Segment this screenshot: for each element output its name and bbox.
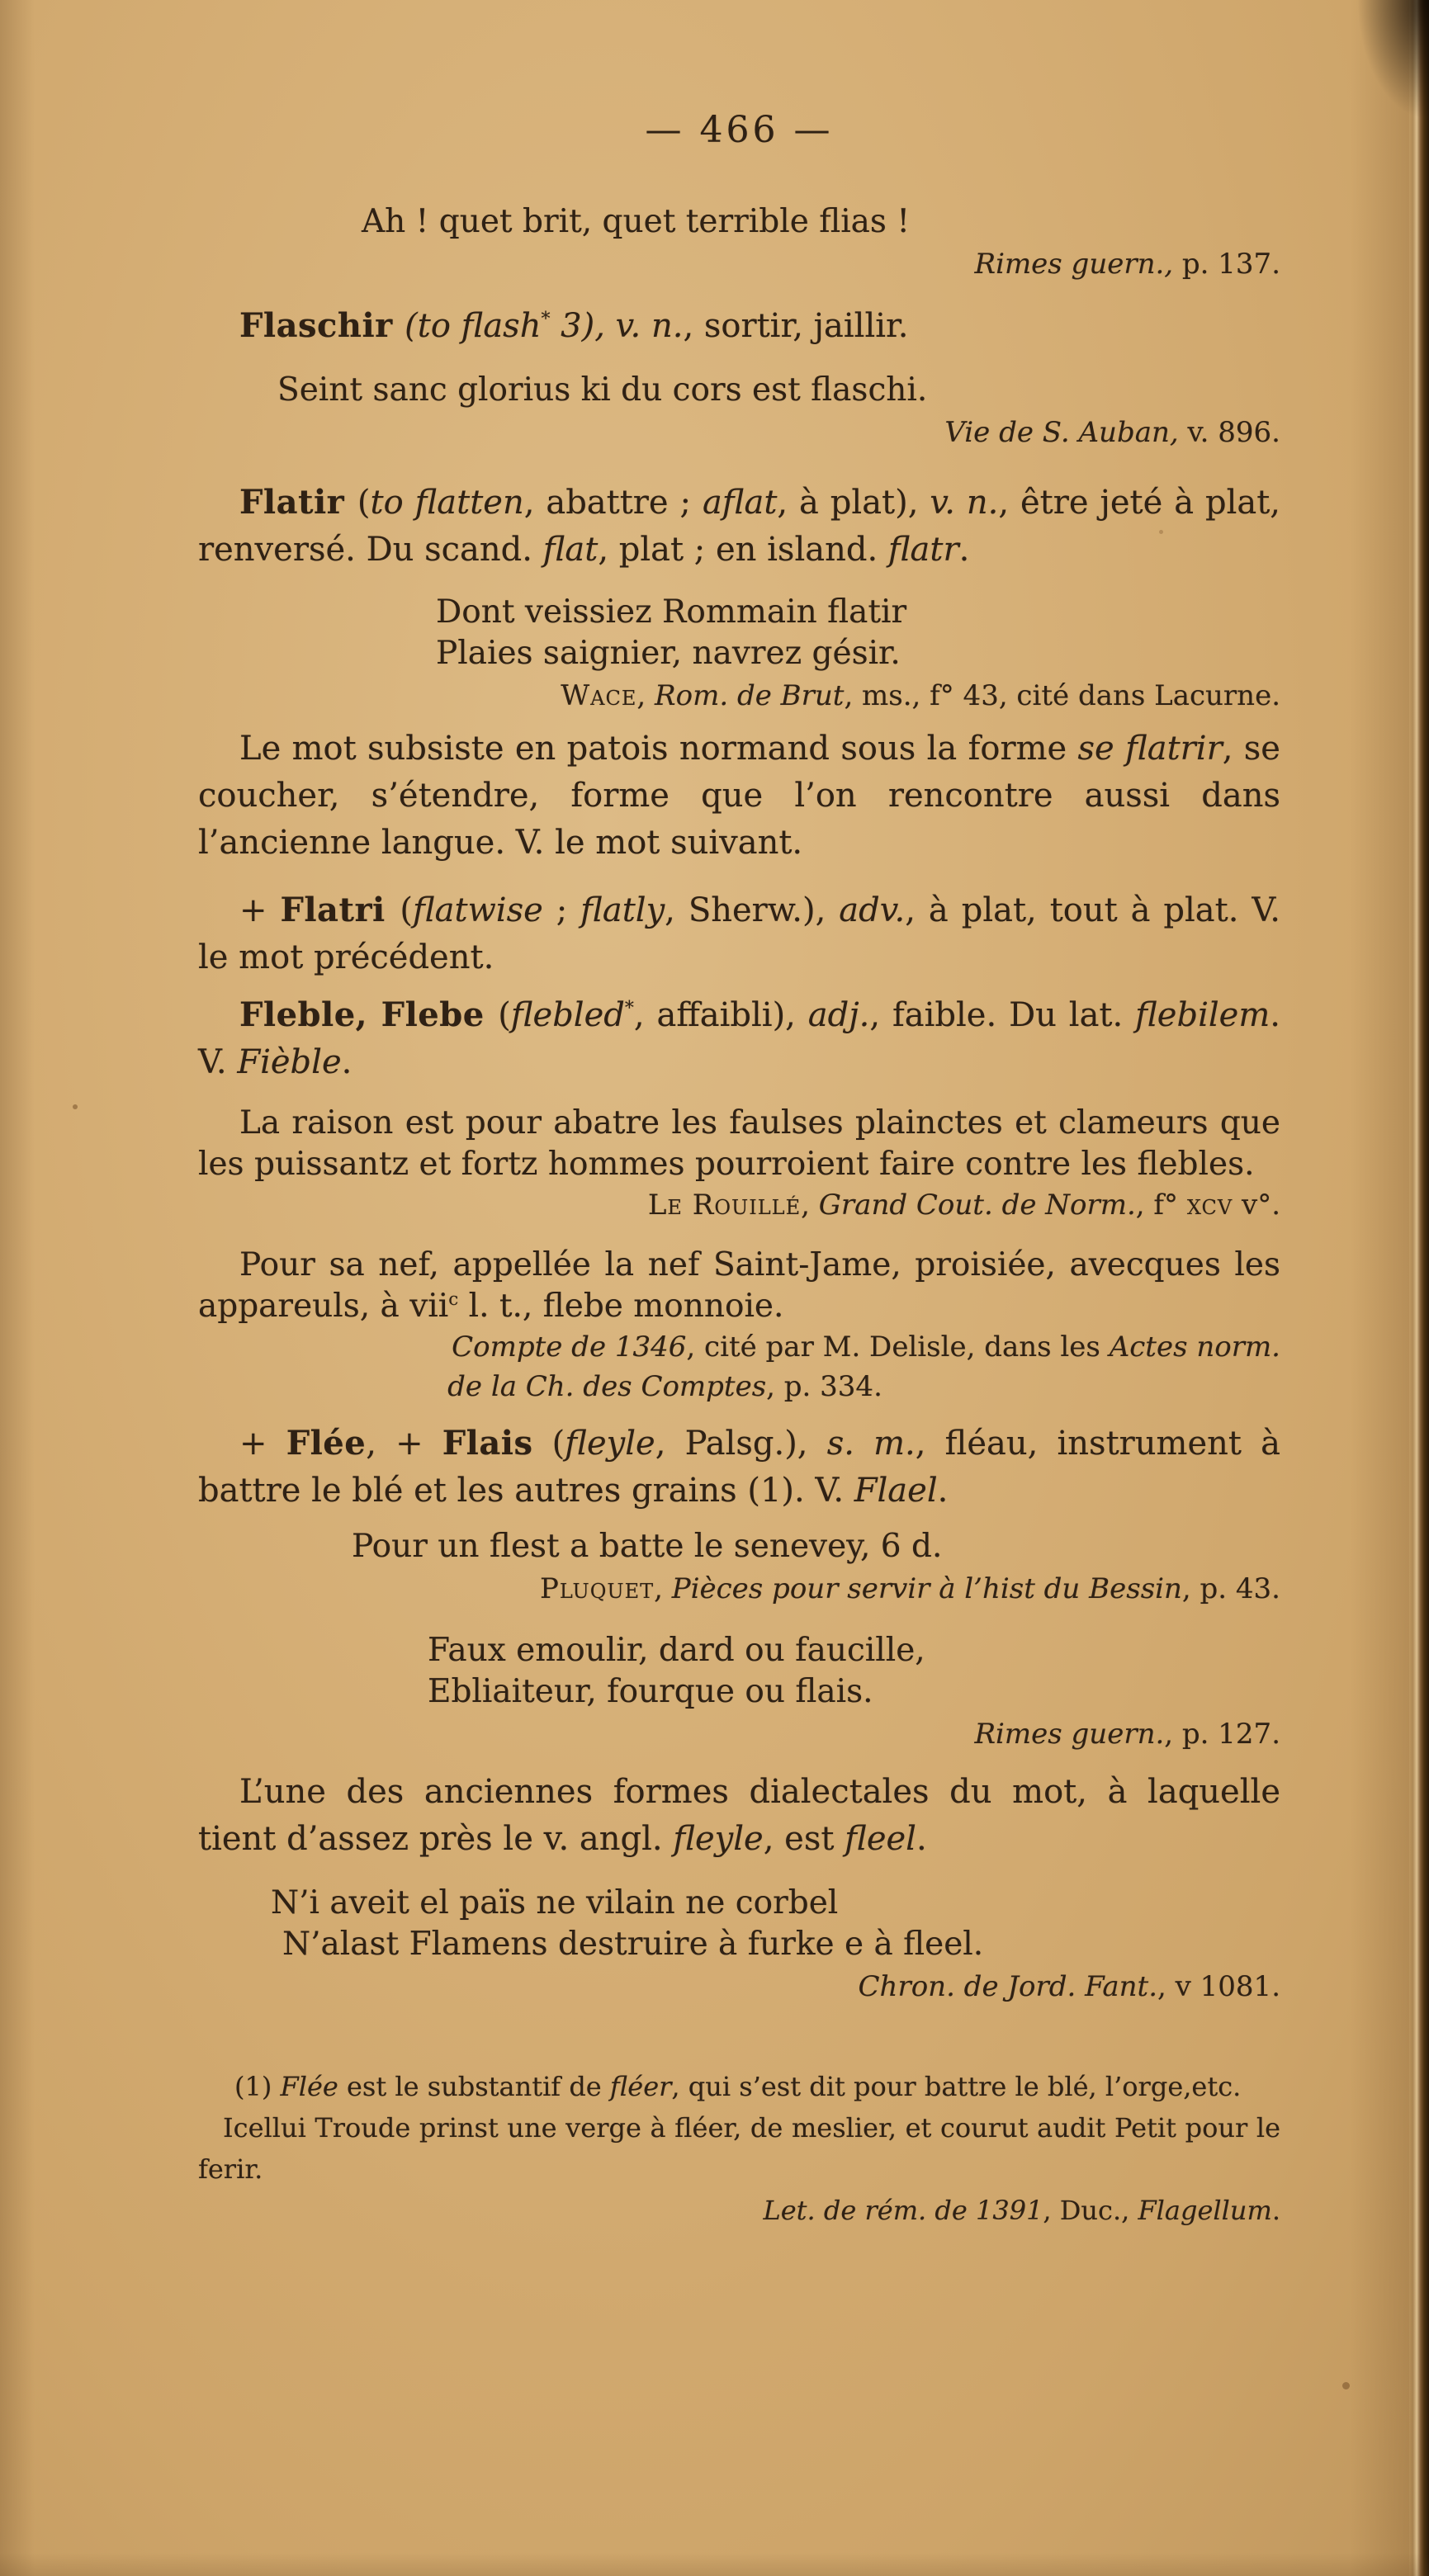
text: , p. 334. — [766, 1370, 882, 1403]
grammar-label: adj. — [807, 996, 870, 1034]
text: . — [341, 1043, 353, 1081]
text: ( — [498, 996, 511, 1034]
italic-text: flat — [542, 531, 599, 569]
footnote-block — [198, 2066, 1280, 2231]
italic-text: fléer — [609, 2071, 672, 2102]
text: , fléau, instrument à battre le blé et les autres grains (1). V. — [198, 1425, 1280, 1510]
citation-wace — [198, 676, 1280, 716]
prose-quote-pour-sa-nef — [198, 1245, 1280, 1327]
dictionary-entry-flatir — [198, 479, 1280, 574]
text: , p. 127. — [1164, 1718, 1280, 1751]
text: est le substantif de — [338, 2071, 610, 2102]
roman-numeral: xcv — [1186, 1189, 1233, 1222]
text: Le mot subsiste en patois normand sous la forme — [239, 730, 1078, 768]
text: N’i aveit el païs ne vilain ne corbel — [271, 1884, 839, 1921]
citation-ch-des-comptes — [198, 1367, 1280, 1406]
text: , à plat), — [777, 484, 930, 522]
italic-text: fleyle — [673, 1820, 764, 1858]
text: , abattre ; — [523, 484, 703, 522]
text: . V. — [198, 996, 1280, 1081]
text: Seint sanc glorius ki du cors est flaschi. — [277, 371, 928, 409]
verse-quote-pour-un-flest — [352, 1526, 1280, 1567]
text: Pour un flest a batte le senevey, 6 d. — [352, 1528, 943, 1565]
grammar-label: v. n. — [615, 307, 684, 345]
text: Dont veissiez Rommain flatir — [436, 593, 907, 631]
scan-corner-shadow — [1355, 0, 1429, 124]
text: ; — [542, 891, 581, 929]
footnote-marker: (1) — [234, 2071, 281, 2102]
paper-speck — [1159, 530, 1163, 534]
text: Pour sa nef, appellée la nef Saint-Jame, proisiée, avecques les appareuls, à vii — [198, 1246, 1280, 1325]
verse-quote-dont — [436, 592, 1280, 674]
text: l. t., flebe monnoie. — [458, 1288, 784, 1325]
italic-text: 3), — [550, 307, 616, 345]
work-title: Rom. de Brut — [655, 679, 845, 712]
work-title: Vie de S. Auban, — [944, 416, 1179, 449]
verse-line — [428, 1630, 1280, 1671]
citation-pluquet — [198, 1569, 1280, 1609]
text: , faible. Du lat. — [869, 996, 1136, 1034]
text: , est — [763, 1820, 845, 1858]
italic-text: se flatrir — [1077, 730, 1223, 768]
text: . — [916, 1820, 927, 1858]
text: N’alast Flamens destruire à furke e à fleel. — [282, 1926, 984, 1963]
text: , Sherw.), — [665, 891, 840, 929]
page-bottom-shade — [0, 2553, 1429, 2576]
italic-text: flatwise — [412, 891, 543, 929]
work-title: Grand Cout. de Norm. — [818, 1189, 1136, 1222]
work-title: de la Ch. des Comptes — [447, 1370, 767, 1403]
dictionary-entry-fleble — [198, 991, 1280, 1086]
italic-text: (to flash — [405, 307, 542, 345]
text: Ah ! quet brit, quet terrible flias ! — [362, 203, 911, 240]
headword: Flaschir — [239, 306, 405, 345]
italic-text: flebilem — [1135, 996, 1270, 1034]
headword: Flatri — [280, 891, 400, 929]
work-title: Let. de rém. de 1391 — [763, 2195, 1043, 2226]
text: , Duc., — [1043, 2195, 1138, 2226]
italic-text: Fièble — [237, 1043, 342, 1081]
work-title: Chron. de Jord. Fant. — [858, 1970, 1158, 2003]
italic-text: aflat — [702, 484, 778, 522]
text: ( — [532, 1425, 565, 1463]
text: , — [654, 1572, 672, 1605]
superscript: * — [624, 998, 634, 1019]
text: v. 896. — [1178, 416, 1280, 449]
text: La raison est pour abatre les faulses plainctes et clameurs que les puissantz et fortz hommes pourroient faire contre les flebles. — [198, 1104, 1280, 1183]
verse-line — [277, 370, 1280, 411]
text: . — [1271, 2195, 1280, 2226]
work-title: Rimes guern., — [974, 248, 1174, 281]
verse-line — [428, 1671, 1280, 1713]
dictionary-entry-flaschir — [198, 302, 1280, 350]
text: , plat ; en island. — [598, 531, 888, 569]
work-title: Compte de 1346 — [452, 1331, 687, 1364]
citation-le-rouille — [198, 1185, 1280, 1225]
verse-quote-ni-aveit — [271, 1883, 1280, 1965]
text: , p. 43. — [1181, 1572, 1280, 1605]
text: , cité par M. Delisle, dans les — [686, 1331, 1110, 1364]
text: , sortir, jaillir. — [683, 307, 909, 345]
author-smallcaps: Pluquet — [539, 1572, 655, 1605]
text: , à plat, tout à plat. V. le mot précédent. — [198, 891, 1280, 976]
page-content — [198, 107, 1280, 2231]
page-number — [198, 107, 1280, 154]
text: , Palsg.), — [655, 1425, 827, 1463]
text: , f° — [1135, 1189, 1187, 1222]
italic-text: fleyle — [565, 1425, 655, 1463]
text: , ms., f° 43, cité dans Lacurne. — [844, 679, 1280, 712]
text: , être jeté à plat, renversé. Du scand. — [198, 484, 1281, 569]
italic-text: Flée — [280, 2071, 338, 2102]
grammar-label: adv. — [839, 891, 906, 929]
author-smallcaps: Wace — [561, 679, 637, 712]
text: ( — [400, 891, 413, 929]
verse-quote-ah — [362, 201, 1280, 243]
verse-quote-seint — [277, 370, 1280, 411]
italic-text: Flael — [854, 1472, 938, 1510]
text: , — [636, 679, 655, 712]
text: L’une des anciennes formes dialectales du mot, à laquelle tient d’assez près le v. angl. — [198, 1773, 1280, 1858]
paper-speck — [1342, 2382, 1350, 2389]
italic-text: flatly — [580, 891, 665, 929]
dictionary-entry-flee-flais — [198, 1420, 1280, 1515]
paragraph-l-une — [198, 1769, 1280, 1863]
text: , qui s’est dit pour battre le blé, l’orge,etc. — [671, 2071, 1242, 2102]
text: , v 1081. — [1157, 1970, 1280, 2003]
work-title: Flagellum — [1138, 2195, 1272, 2226]
headword: Flée — [286, 1424, 367, 1463]
headword: Flatir — [239, 483, 357, 522]
citation-rimes-guern-1 — [198, 244, 1280, 284]
page-curvature-shadow — [1350, 0, 1409, 2576]
italic-text: fleel — [845, 1820, 916, 1858]
text: p. 137. — [1173, 248, 1280, 281]
verse-line — [362, 201, 1280, 243]
citation-compte-1346 — [198, 1327, 1280, 1367]
citation-chron-jord-fant — [198, 1967, 1280, 2006]
text: v°. — [1233, 1189, 1280, 1222]
paper-speck — [73, 1104, 78, 1109]
italic-text: flebled — [510, 996, 625, 1034]
page-left-edge-shade — [0, 0, 35, 2576]
footnote-quote — [198, 2107, 1280, 2190]
grammar-label: v. n. — [930, 484, 999, 522]
cross-mark: + — [239, 1425, 286, 1463]
prose-quote-la-raison — [198, 1103, 1280, 1185]
page-number-text: — 466 — — [645, 109, 834, 151]
text: , se coucher, s’étendre, forme que l’on rencontre aussi dans l’ancienne langue. V. le mot suivant. — [198, 730, 1280, 862]
verse-line — [271, 1883, 1280, 1924]
citation-vie-auban — [198, 413, 1280, 452]
verse-line — [436, 633, 1280, 674]
italic-text: to flatten — [370, 484, 524, 522]
text: Ebliaiteur, fourque ou flais. — [428, 1673, 873, 1710]
author-smallcaps: Le Rouillé — [647, 1189, 802, 1222]
text: , — [801, 1189, 819, 1222]
italic-text: flatr — [887, 531, 959, 569]
verse-line — [436, 592, 1280, 633]
text: . — [958, 531, 970, 569]
work-title: Pièces pour servir à l’hist du Bessin — [671, 1572, 1182, 1605]
work-title: Rimes guern. — [974, 1718, 1165, 1751]
headword: Flais — [442, 1424, 533, 1463]
cross-mark: + — [239, 891, 281, 929]
text: Faux emoulir, dard ou faucille, — [428, 1632, 925, 1669]
text: , + — [366, 1425, 442, 1463]
verse-line — [271, 1924, 1280, 1965]
work-title: Actes norm. — [1109, 1331, 1280, 1364]
text: , affaibli), — [633, 996, 808, 1034]
citation-rimes-guern-2 — [198, 1714, 1280, 1754]
text: Icellui Troude prinst une verge à fléer, de meslier, et courut audit Petit pour le ferir. — [198, 2112, 1280, 2185]
footnote-citation — [198, 2190, 1280, 2231]
dictionary-entry-flatri — [198, 886, 1280, 981]
superscript: c — [448, 1289, 459, 1310]
text: . — [937, 1472, 949, 1510]
verse-line — [352, 1526, 1280, 1567]
headword: Fleble, Flebe — [239, 995, 499, 1034]
text: ( — [357, 484, 371, 522]
text: Plaies saignier, navrez gésir. — [436, 635, 901, 672]
superscript: * — [541, 309, 551, 330]
footnote-text — [198, 2066, 1280, 2107]
book-binding-edge — [1409, 0, 1429, 2576]
grammar-label: s. m. — [826, 1425, 916, 1463]
verse-quote-faux — [428, 1630, 1280, 1713]
paragraph-le-mot — [198, 726, 1280, 867]
